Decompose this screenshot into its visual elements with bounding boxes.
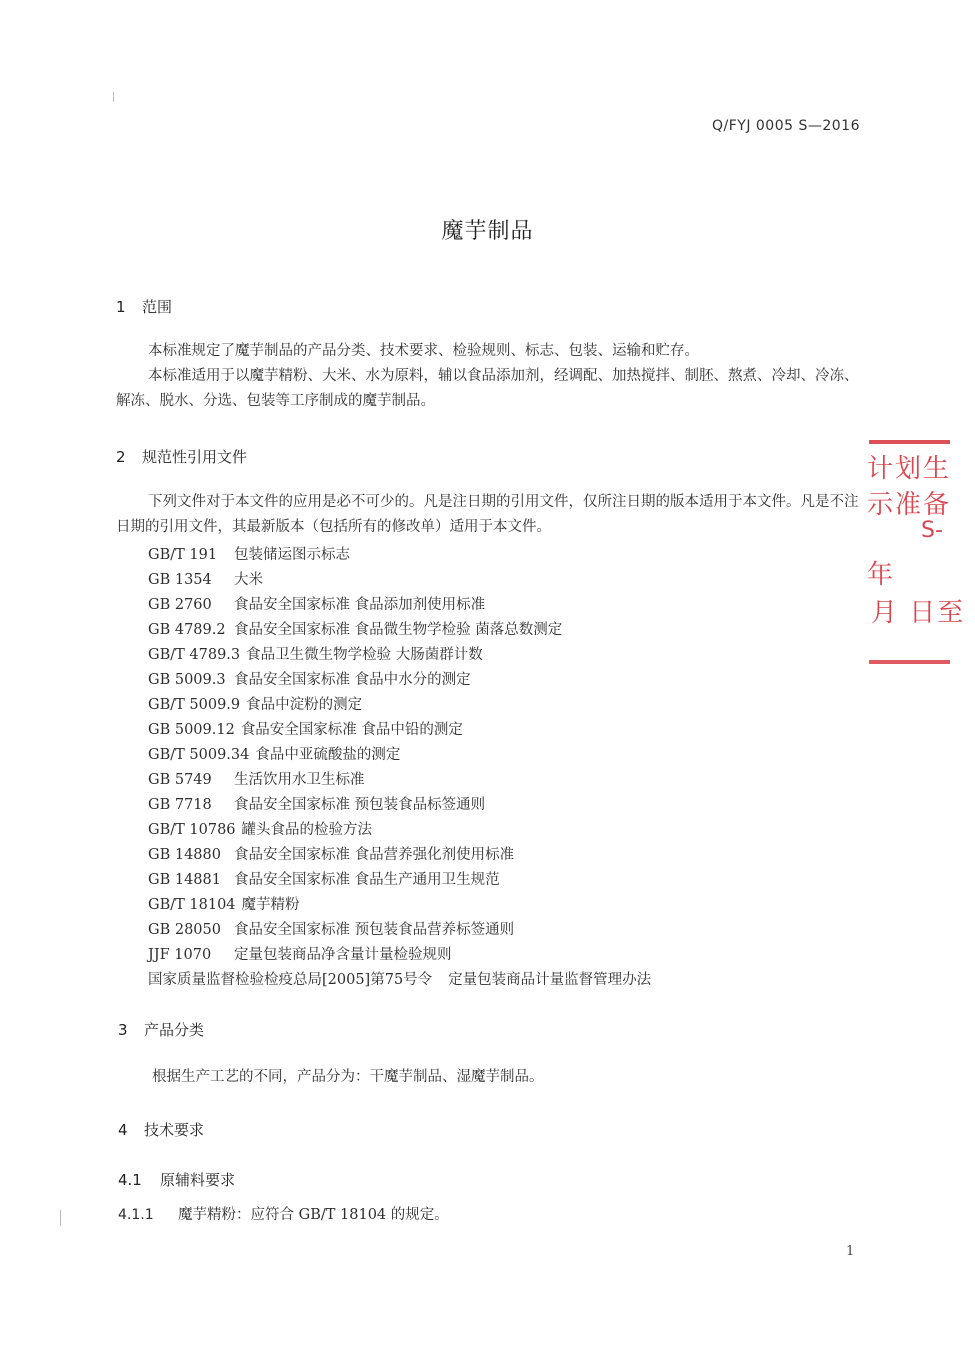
section-1-paragraph-1: 本标准规定了魔芋制品的产品分类、技术要求、检验规则、标志、包装、运输和贮存。 xyxy=(148,343,699,359)
clause-4-1-1 xyxy=(118,1203,818,1228)
reference-name: 食品安全国家标准 食品添加剂使用标准 xyxy=(234,597,486,613)
reference-item xyxy=(148,893,848,918)
reference-name: 食品安全国家标准 预包装食品标签通则 xyxy=(234,797,486,813)
reference-list xyxy=(148,543,848,993)
reference-item xyxy=(148,793,848,818)
reference-item xyxy=(148,768,848,793)
stamp-text: 示准备 xyxy=(867,490,952,520)
reference-code: GB 5749 xyxy=(148,772,212,788)
reference-name: 罐头食品的检验方法 xyxy=(241,822,373,838)
reference-item xyxy=(148,618,848,643)
reference-code: GB 1354 xyxy=(148,572,212,588)
section-1-heading xyxy=(116,296,172,317)
stamp-text: 年 xyxy=(867,560,894,590)
reference-code: GB 28050 xyxy=(148,922,221,938)
reference-code: GB/T 10786 xyxy=(148,822,236,838)
reference-item xyxy=(148,718,848,743)
reference-code: GB 5009.3 xyxy=(148,672,226,688)
stamp-border-bottom xyxy=(869,660,950,664)
reference-name: 包装储运图示标志 xyxy=(234,547,350,563)
reference-item xyxy=(148,918,848,943)
clause-number: 4.1.1 xyxy=(118,1207,154,1223)
reference-item xyxy=(148,593,848,618)
subsection-4-1-heading xyxy=(118,1169,235,1190)
reference-item xyxy=(148,643,848,668)
reference-item xyxy=(148,818,848,843)
reference-item xyxy=(148,693,848,718)
reference-code: GB 14880 xyxy=(148,847,221,863)
reference-name: 食品中亚硫酸盐的测定 xyxy=(255,747,401,763)
reference-code: GB/T 5009.34 xyxy=(148,747,250,763)
reference-code: GB 2760 xyxy=(148,597,212,613)
reference-item xyxy=(148,843,848,868)
reference-code: GB 7718 xyxy=(148,797,212,813)
section-4-heading xyxy=(118,1119,204,1140)
subsection-number: 4.1 xyxy=(118,1171,142,1189)
section-title: 范围 xyxy=(142,298,173,316)
section-2-intro: 下列文件对于本文件的应用是必不可少的。凡是注日期的引用文件，仅所注日期的版本适用于本文件。凡是不注日期的引用文件，其最新版本（包括所有的修改单）适用于本文件。 xyxy=(116,494,859,535)
section-number: 4 xyxy=(118,1121,128,1139)
clause-text: 魔芋精粉：应符合 GB/T 18104 的规定。 xyxy=(178,1207,449,1223)
reference-name: 食品安全国家标准 食品营养强化剂使用标准 xyxy=(234,847,515,863)
margin-mark xyxy=(113,92,114,102)
margin-mark xyxy=(60,1210,61,1226)
document-code: Q/FYJ 0005 S—2016 xyxy=(711,118,860,134)
reference-name: 食品安全国家标准 食品中水分的测定 xyxy=(234,672,471,688)
section-title: 技术要求 xyxy=(144,1121,205,1139)
reference-name: 食品安全国家标准 预包装食品营养标签通则 xyxy=(234,922,515,938)
reference-item xyxy=(148,868,848,893)
reference-item xyxy=(148,543,848,568)
reference-item xyxy=(148,568,848,593)
registration-stamp xyxy=(865,440,966,665)
reference-name: 魔芋精粉 xyxy=(241,897,300,913)
reference-code: GB/T 5009.9 xyxy=(148,697,241,713)
stamp-text: 月 日至 xyxy=(871,598,966,628)
reference-name: 食品安全国家标准 食品中铅的测定 xyxy=(240,722,463,738)
section-title: 规范性引用文件 xyxy=(142,448,248,466)
reference-item xyxy=(148,943,848,968)
stamp-text: S- xyxy=(921,518,943,543)
stamp-text: 计划生 xyxy=(867,454,952,484)
reference-code: GB 4789.2 xyxy=(148,622,226,638)
section-3-paragraph: 根据生产工艺的不同，产品分为：干魔芋制品、湿魔芋制品。 xyxy=(152,1069,544,1085)
section-number: 2 xyxy=(116,448,126,466)
reference-item xyxy=(148,968,848,993)
reference-code: GB 14881 xyxy=(148,872,221,888)
reference-name: 食品安全国家标准 食品微生物学检验 菌落总数测定 xyxy=(234,622,563,638)
reference-code: GB/T 191 xyxy=(148,547,218,563)
section-1-paragraph-2: 本标准适用于以魔芋精粉、大米、水为原料，辅以食品添加剂，经调配、加热搅拌、制胚、熬煮、冷却、冷冻、解冻、脱水、分选、包装等工序制成的魔芋制品。 xyxy=(116,368,859,409)
reference-item xyxy=(148,668,848,693)
section-title: 产品分类 xyxy=(144,1021,205,1039)
reference-name: 食品卫生微生物学检验 大肠菌群计数 xyxy=(246,647,483,663)
section-2-heading xyxy=(116,446,247,467)
reference-name: 食品安全国家标准 食品生产通用卫生规范 xyxy=(234,872,500,888)
document-title: 魔芋制品 xyxy=(441,219,534,244)
reference-code: GB/T 4789.3 xyxy=(148,647,241,663)
reference-code: GB/T 18104 xyxy=(148,897,236,913)
reference-item xyxy=(148,743,848,768)
section-number: 3 xyxy=(118,1021,128,1039)
reference-name: 定量包装商品净含量计量检验规则 xyxy=(234,947,452,963)
reference-code: GB 5009.12 xyxy=(148,722,235,738)
reference-name: 生活饮用水卫生标准 xyxy=(234,772,365,788)
reference-name: 定量包装商品计量监督管理办法 xyxy=(448,972,652,988)
section-number: 1 xyxy=(116,298,126,316)
reference-name: 大米 xyxy=(234,572,263,588)
page-number: 1 xyxy=(846,1244,855,1259)
subsection-title: 原辅料要求 xyxy=(160,1171,236,1189)
stamp-border-top xyxy=(869,440,950,444)
section-3-heading xyxy=(118,1019,204,1040)
reference-name: 食品中淀粉的测定 xyxy=(246,697,363,713)
reference-code: 国家质量监督检验检疫总局[2005]第75号令 xyxy=(148,972,433,988)
reference-code: JJF 1070 xyxy=(148,947,212,963)
